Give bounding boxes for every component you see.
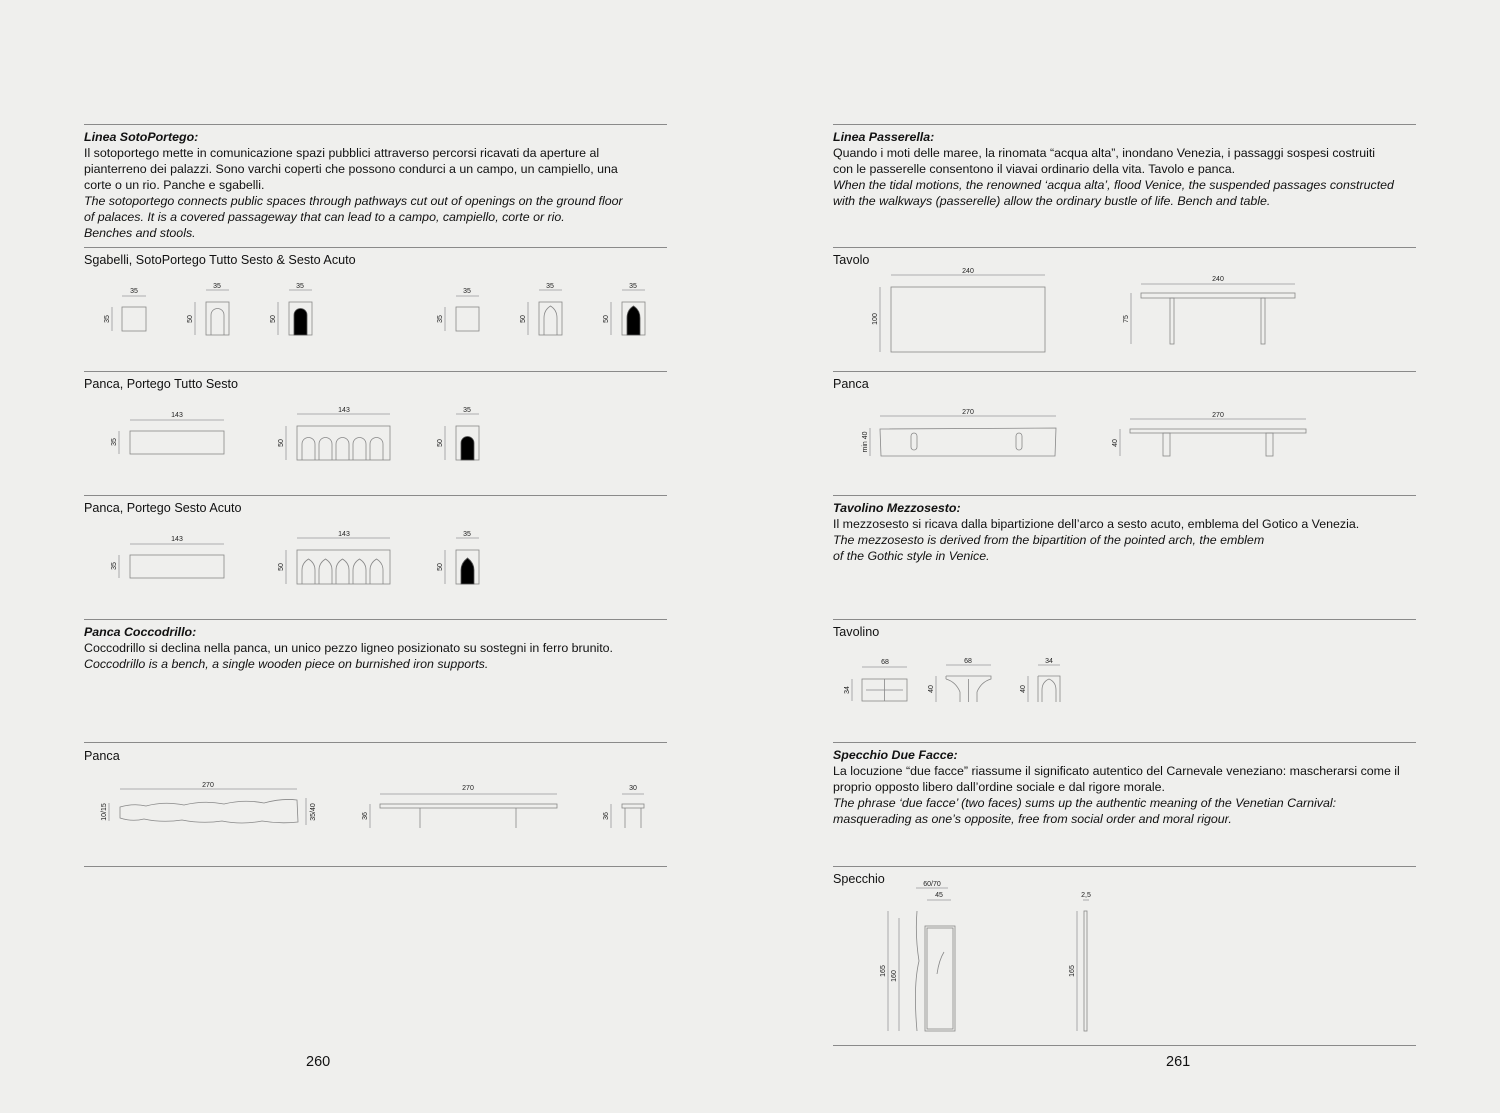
stool-plan-drawing [104,288,146,331]
divider [84,742,667,743]
tavolino-mezzosesto-section [833,500,1433,564]
dim-label: 160 [891,970,898,982]
dim-label: 75 [1123,315,1130,323]
dim-label: 50 [437,563,444,571]
dim-label: 68 [881,659,889,666]
divider [84,495,667,496]
dim-label: 165 [880,965,887,977]
mirror-side-drawing [1069,892,1091,1031]
bench-side-solid-drawing [437,407,479,460]
dim-label: 270 [1212,412,1224,419]
english-text-line: of the Gothic style in Venice. [833,549,990,563]
dim-label: 10/15 [101,803,108,821]
tavolo-drawings [833,262,1416,357]
dim-label: 35 [463,407,471,414]
italian-text-line: Quando i moti delle maree, la rinomata “acqua alta”, inondano Venezia, i passaggi sospesi costruiti [833,146,1376,160]
section-title: Linea Passerella: [833,130,935,144]
divider [833,247,1416,248]
italian-text-line: Coccodrillo si declina nella panca, un unico pezzo ligneo posizionato su sostegni in ferro brunito. [84,641,613,655]
dim-label: 35 [463,531,471,538]
dim-label: min 40 [862,431,869,453]
dim-label: 34 [1045,658,1053,665]
dim-label: 35 [213,283,221,290]
english-text-line: masquerading as one’s opposite, free from social order and moral rigour. [833,812,1232,826]
organic-bench-plan-drawing [101,782,317,825]
divider [84,866,667,867]
mirror-front-drawing [880,881,955,1031]
panca-sesto-acuto-drawings [84,528,667,588]
dim-label: 100 [872,313,879,325]
divider [833,124,1416,125]
divider [833,371,1416,372]
dim-label: 270 [462,785,474,792]
side-table-side-drawing [1020,658,1060,702]
sgabelli-label: Sgabelli, SotoPortego Tutto Sesto & Sesto Acuto [84,253,356,267]
dim-label: 240 [1212,276,1224,283]
dim-label: 35 [463,288,471,295]
dim-label: 40 [1112,439,1119,447]
stool-pointed-arch-solid-drawing [603,283,645,335]
dim-label: 40 [1020,685,1027,693]
bench-plan-drawing [111,536,224,578]
side-table-plan-drawing [844,659,907,701]
english-text-line: with the walkways (passerelle) allow the ordinary bustle of life. Bench and table. [833,194,1271,208]
divider [833,866,1416,867]
dim-label: 30 [629,785,637,792]
dim-label: 36 [603,812,610,820]
stool-round-arch-solid-drawing [270,283,312,335]
dim-label: 143 [171,536,183,543]
panca-coccodrillo-drawings [84,776,667,836]
divider [833,495,1416,496]
linea-sotoportego-section [84,129,674,241]
dim-label: 34 [844,686,851,694]
dim-label: 50 [520,315,527,323]
dim-label: 36 [362,812,369,820]
dim-label: 35 [111,562,118,570]
panca-label: Panca [833,377,869,391]
bench-side-solid-drawing [437,531,479,584]
divider [84,247,667,248]
dim-label: 270 [962,409,974,416]
specchio-drawings [833,876,1416,1036]
tavolino-drawings [833,652,1416,712]
tavolo-label: Tavolo [833,253,870,267]
dim-label: 35 [130,288,138,295]
italian-text-line: proprio opposto libero dall’ordine sociale e dal rigore morale. [833,780,1165,794]
table-plan-drawing [872,268,1045,352]
dim-label: 50 [437,439,444,447]
dim-label: 45 [935,892,943,899]
dim-label: 2,5 [1081,892,1091,899]
divider [84,619,667,620]
linea-passerella-section [833,129,1433,209]
dim-label: 50 [603,315,610,323]
italian-text-line: Il sotoportego mette in comunicazione spazi pubblici attraverso percorsi ricavati da aperture al [84,146,600,160]
bench-plan-drawing [862,409,1056,456]
page-number: 261 [1166,1054,1191,1070]
stool-round-arch-drawing [187,283,229,335]
specchio-label: Specchio [833,872,885,886]
bench-round-arches-drawing [278,407,390,460]
section-title: Specchio Due Facce: [833,748,958,762]
panca-tutto-sesto-label: Panca, Portego Tutto Sesto [84,377,239,391]
dim-label: 50 [187,315,194,323]
dim-label: 143 [171,412,183,419]
dim-label: 143 [338,531,350,538]
side-table-front-drawing [928,658,991,702]
bench-pointed-arches-drawing [278,531,390,584]
dim-label: 60/70 [923,881,941,888]
english-text-line: The phrase ‘due facce’ (two faces) sums up the authentic meaning of the Venetian Carnival: [833,796,1337,810]
dim-label: 143 [338,407,350,414]
section-title: Tavolino Mezzosesto: [833,501,961,515]
english-text-line: Coccodrillo is a bench, a single wooden piece on burnished iron supports. [84,657,489,671]
italian-text-line: con le passerelle consentono il viavai ordinario della vita. Tavolo e panca. [833,162,1236,176]
section-title: Panca Coccodrillo: [84,625,197,639]
dim-label: 68 [964,658,972,665]
panca-passerella-drawings [833,404,1416,464]
divider [833,742,1416,743]
panca-coccodrillo-section [84,624,674,672]
english-text-line: When the tidal motions, the renowned ‘acqua alta’, flood Venice, the suspended passages constructed [833,178,1394,192]
dim-label: 35/40 [310,803,317,821]
dim-label: 35 [296,283,304,290]
english-text-line: Benches and stools. [84,226,196,240]
italian-text-line: pianterreno dei palazzi. Sono varchi coperti che possono condurci a un campo, un campiello, una [84,162,618,176]
tavolino-label: Tavolino [833,625,880,639]
dim-label: 50 [270,315,277,323]
english-text-line: of palaces. It is a covered passageway that can lead to a campo, campiello, corte or rio. [84,210,565,224]
stool-pointed-arch-drawing [520,283,562,335]
italian-text-line: Il mezzosesto si ricava dalla bipartizione dell’arco a sesto acuto, emblema del Gotico a Venezia. [833,517,1360,531]
bench-front-drawing [1112,412,1306,456]
dim-label: 50 [278,439,285,447]
divider [833,1045,1416,1046]
dim-label: 35 [629,283,637,290]
english-text-line: The sotoportego connects public spaces through pathways cut out of openings on the ground floor [84,194,623,208]
section-title: Linea SotoPortego: [84,130,199,144]
english-text-line: The mezzosesto is derived from the bipartition of the pointed arch, the emblem [833,533,1265,547]
divider [84,124,667,125]
dim-label: 50 [278,563,285,571]
bench-front-legs-drawing [362,785,557,828]
dim-label: 240 [962,268,974,275]
italian-text-line: corte o un rio. Panche e sgabelli. [84,178,265,192]
dim-label: 35 [437,315,444,323]
bench-side-legs-drawing [603,785,644,828]
dim-label: 35 [546,283,554,290]
dim-label: 35 [104,315,111,323]
dim-label: 40 [928,685,935,693]
page-number: 260 [306,1054,331,1070]
bench-plan-drawing [111,412,224,454]
panca-sesto-acuto-label: Panca, Portego Sesto Acuto [84,501,242,515]
dim-label: 165 [1069,965,1076,977]
panca-tutto-sesto-drawings [84,404,667,464]
dim-label: 270 [202,782,214,789]
divider [833,619,1416,620]
divider [84,371,667,372]
italian-text-line: La locuzione “due facce” riassume il significato autentico del Carnevale veneziano: mascherarsi come il [833,764,1400,778]
table-front-drawing [1123,276,1295,344]
dim-label: 35 [111,438,118,446]
stool-plan-drawing [437,288,479,331]
panca-label: Panca [84,749,120,763]
sgabelli-drawings [84,280,667,340]
specchio-due-facce-section [833,747,1443,827]
